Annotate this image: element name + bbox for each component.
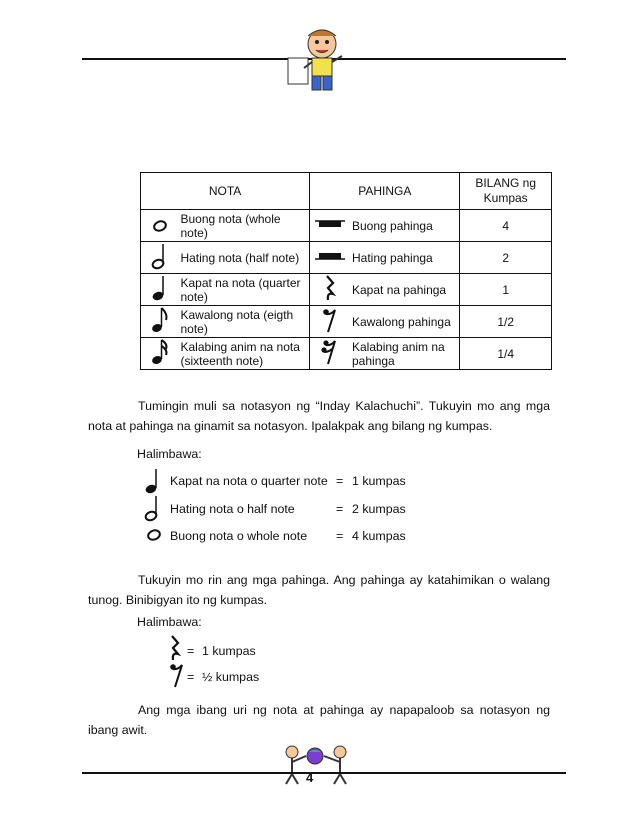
bilang-value: 1/4 [460,338,552,370]
equals-sign: = [336,529,344,543]
nota-label: Kapat na nota (quarter note) [178,274,309,306]
table-row [141,306,552,338]
example-value: 1 kumpas [352,474,406,488]
example-value: ½ kumpas [202,670,260,684]
pahinga-label: Hating pahinga [350,242,460,274]
bilang-value: 1 [460,274,552,306]
pahinga-label: Kalabing anim na pahinga [350,338,460,370]
nota-label: Hating nota (half note) [178,242,309,274]
example-value: 1 kumpas [202,644,256,658]
paragraph-2: Tukuyin mo rin ang mga pahinga. Ang pahinga ay katahimikan o walang tunog. Binibigyan ito ng kumpas. [88,573,550,607]
sixteenth-rest-icon [320,338,340,366]
equals-sign: = [336,474,344,488]
quarter-rest-icon [167,634,183,662]
example-text: Kapat na nota o quarter note [170,474,328,488]
notes-rests-table [140,172,552,370]
paragraph-3: Ang mga ibang uri ng nota at pahinga ay napapaloob sa notasyon ng ibang awit. [88,703,550,737]
example-value: 2 kumpas [352,502,406,516]
whole-rest-icon [313,216,347,232]
paragraph-1: Tumingin muli sa notasyon ng “Inday Kalachuchi”. Tukuyin mo ang mga nota at pahinga na ginamit sa notasyon. Ipalakpak ang bilang ng kumpas. [88,399,550,433]
half-note-icon [150,242,170,270]
cartoon-kids-playing-icon [282,742,352,788]
header-bilang: BILANG ng Kumpas [460,173,552,210]
table-row [141,274,552,306]
quarter-note-icon [143,467,163,495]
bilang-value: 4 [460,210,552,242]
sixteenth-note-icon [150,338,170,366]
footer-rule [82,772,566,774]
equals-sign: = [336,502,344,516]
example-text: Hating nota o half note [170,502,295,516]
half-rest-icon [313,248,347,264]
nota-label: Buong nota (whole note) [178,210,309,242]
example-label: Halimbawa: [137,615,202,629]
cartoon-kid-with-paper-icon [282,22,352,100]
table-row [141,242,552,274]
whole-note-icon [150,214,170,234]
bilang-value: 2 [460,242,552,274]
table-row [141,338,552,370]
header-pahinga: PAHINGA [310,173,460,210]
eighth-rest-icon [168,661,186,689]
pahinga-label: Kapat na pahinga [350,274,460,306]
example-label: Halimbawa: [137,447,202,461]
nota-label: Kawalong nota (eigth note) [178,306,309,338]
quarter-note-icon [150,274,170,302]
bilang-value: 1/2 [460,306,552,338]
table-row [141,210,552,242]
example-text: Buong nota o whole note [170,529,308,543]
pahinga-label: Buong pahinga [350,210,460,242]
equals-sign: = [187,670,195,684]
nota-label: Kalabing anim na nota (sixteenth note) [178,338,309,370]
header-nota: NOTA [141,173,310,210]
page-number: 4 [306,770,314,785]
quarter-rest-icon [322,274,338,302]
equals-sign: = [187,644,195,658]
pahinga-label: Kawalong pahinga [350,306,460,338]
half-note-icon [143,494,163,522]
whole-note-icon [145,524,165,544]
eighth-rest-icon [321,306,339,334]
example-value: 4 kumpas [352,529,406,543]
eighth-note-icon [150,306,170,334]
